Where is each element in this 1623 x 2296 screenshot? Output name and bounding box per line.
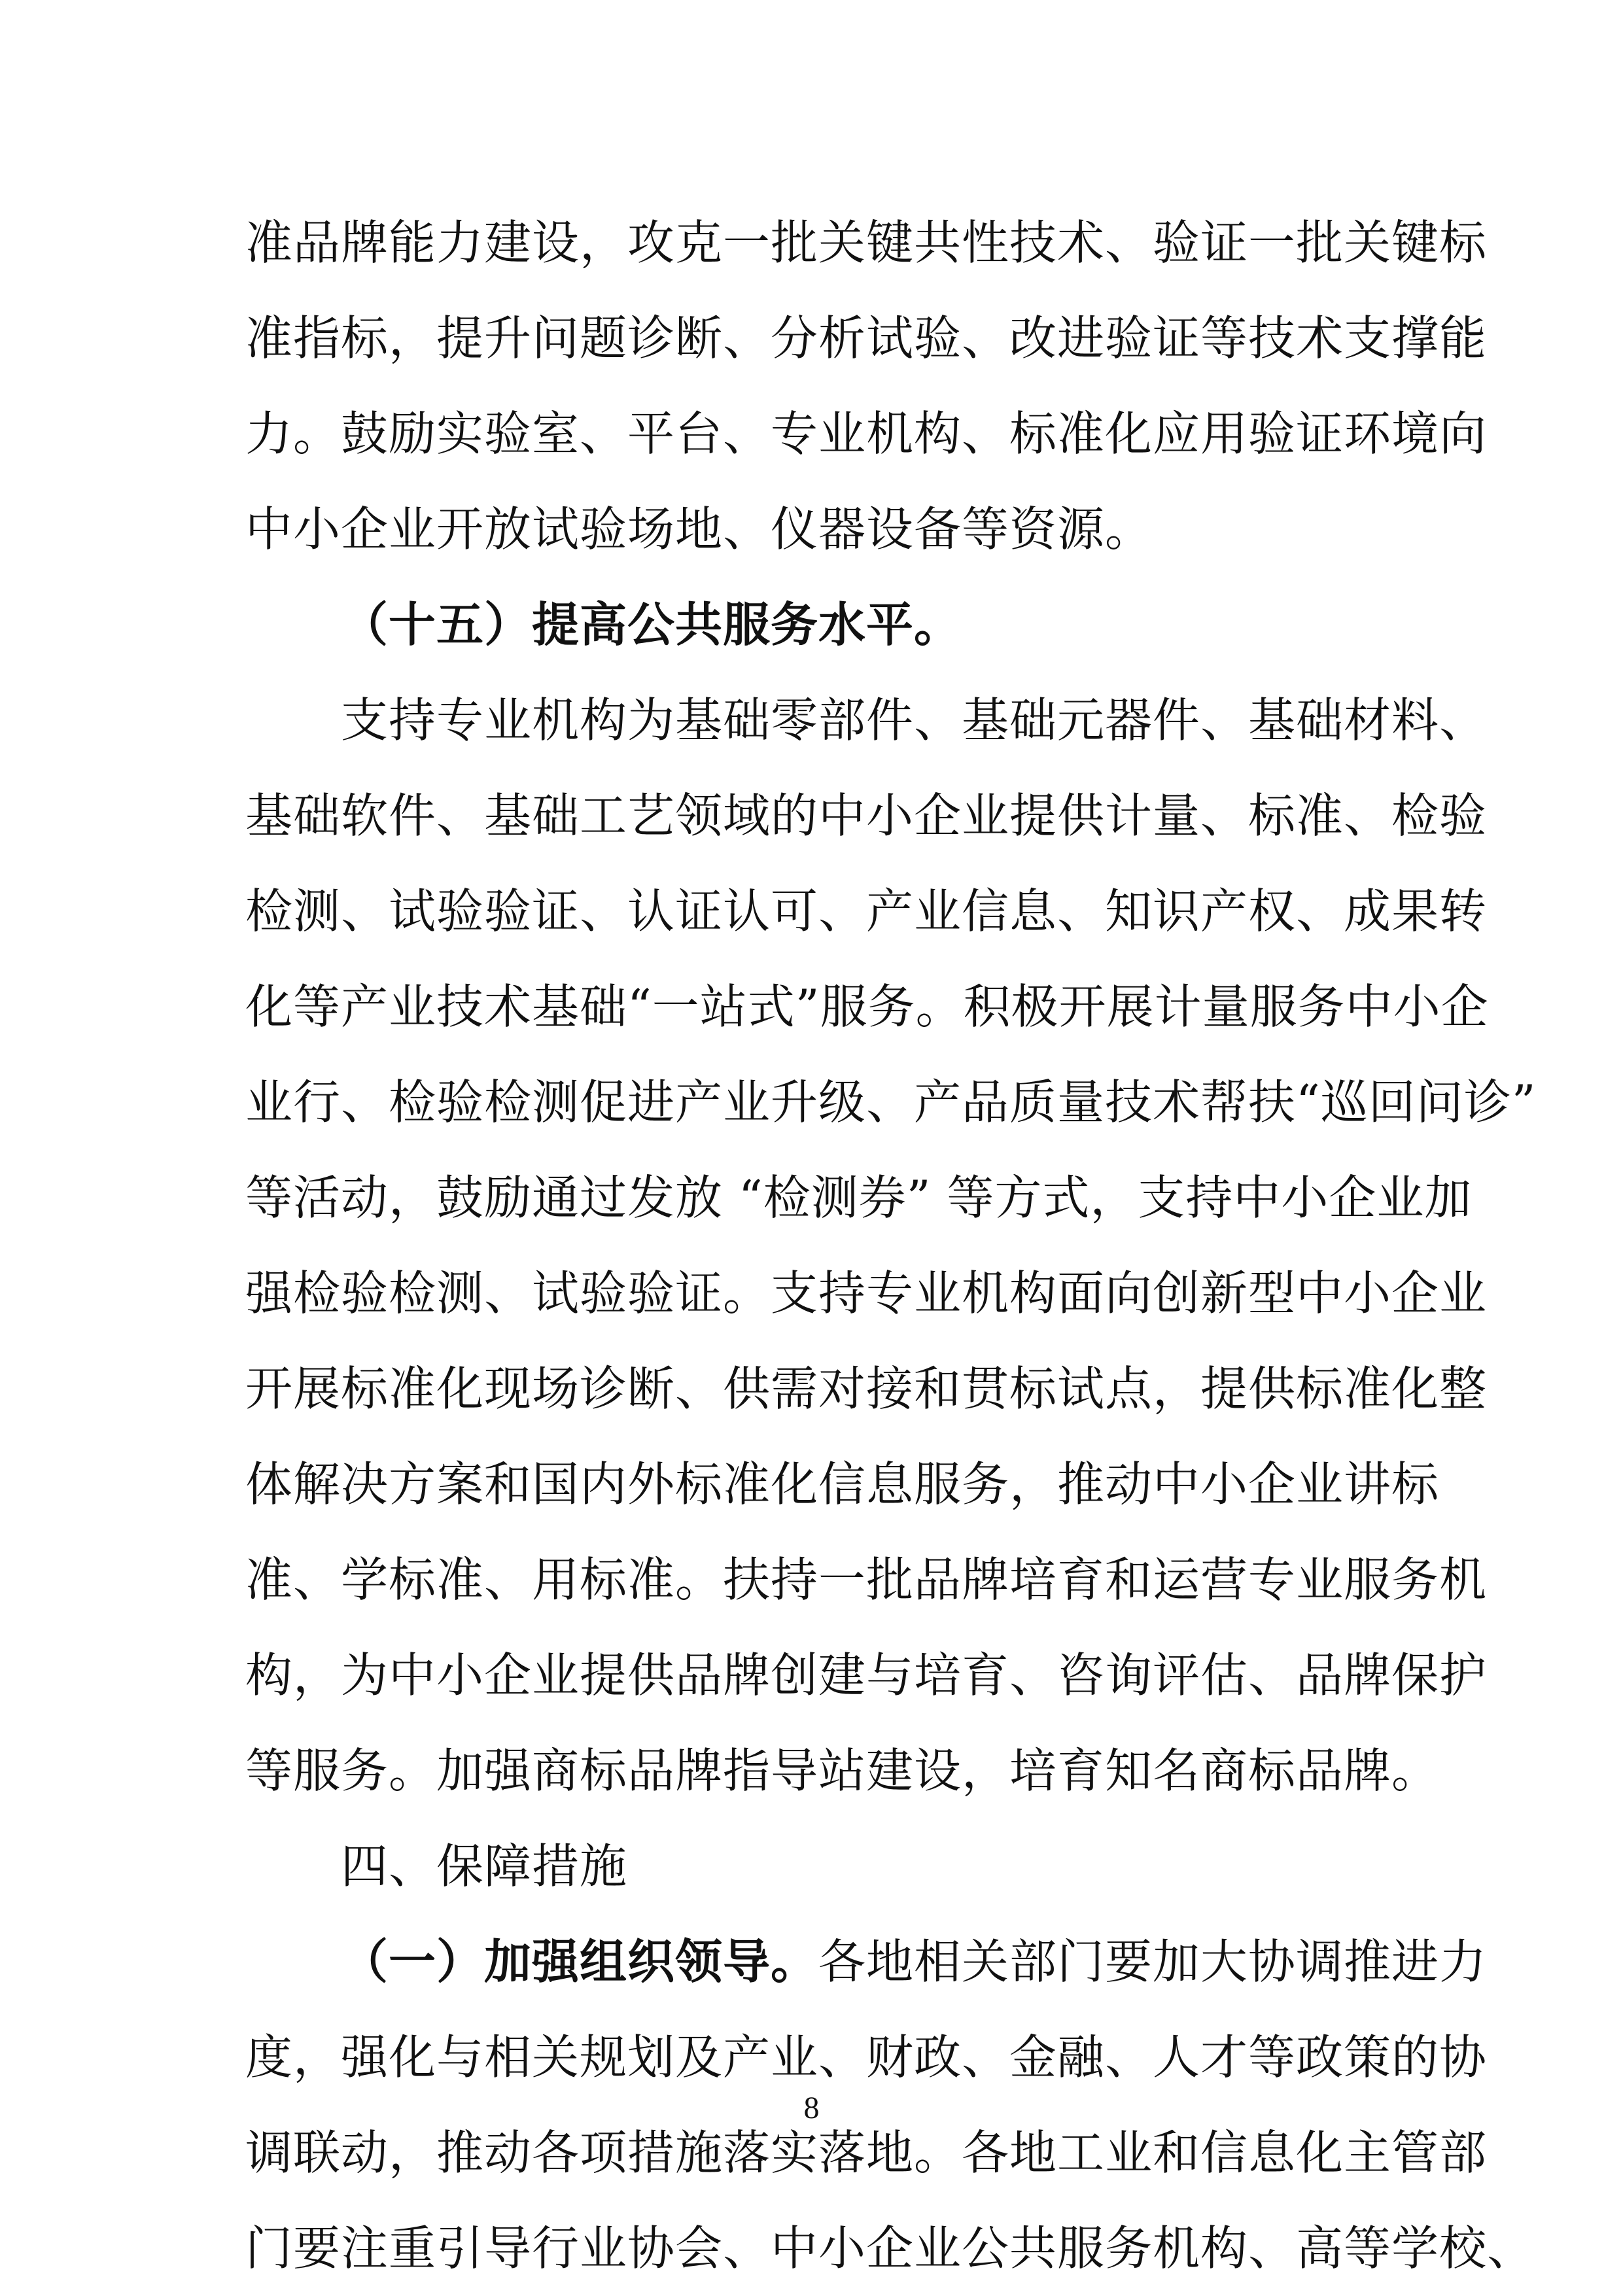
lead-heading: （一）加强组织领导。: [341, 1934, 819, 1989]
section-title: 四、保障措施: [341, 1839, 628, 1894]
text-line: 检测、试验验证、认证认可、产业信息、知识产权、成果转: [245, 884, 1488, 939]
text-line: 化等产业技术基础“一站式”服务。积极开展计量服务中小企: [245, 979, 1489, 1034]
text-line: 基础软件、基础工艺领域的中小企业提供计量、标准、检验: [245, 788, 1488, 843]
section-heading-safeguards: [245, 1818, 1384, 1914]
text-line: 力。鼓励实验室、平台、专业机构、标准化应用验证环境向: [245, 406, 1488, 461]
text-line: 体解决方案和国内外标准化信息服务，推动中小企业讲标: [245, 1457, 1440, 1512]
text-line: 支持专业机构为基础零部件、基础元器件、基础材料、: [341, 693, 1488, 748]
subsection-heading: （十五）提高公共服务水平。: [341, 597, 962, 652]
text-line: 准指标，提升问题诊断、分析试验、改进验证等技术支撑能: [245, 311, 1488, 366]
text-line: 等服务。加强商标品牌指导站建设，培育知名商标品牌。: [245, 1743, 1440, 1798]
paragraph-standards-capacity: [245, 195, 1488, 577]
text-line: 准、学标准、用标准。扶持一批品牌培育和运营专业服务机: [245, 1552, 1488, 1607]
text-line: 等活动，鼓励通过发放 “检测券” 等方式，支持中小企业加: [245, 1170, 1473, 1225]
text-line: 开展标准化现场诊断、供需对接和贯标试点，提供标准化整: [245, 1361, 1488, 1416]
document-body: [245, 195, 1537, 2296]
lead-text: 各地相关部门要加大协调推进力: [818, 1934, 1488, 1989]
text-line: 业行、检验检测促进产业升级、产品质量技术帮扶“巡回问诊”: [245, 1075, 1537, 1130]
text-line: 中小企业开放试验场地、仪器设备等资源。: [245, 502, 1153, 557]
text-line: 度，强化与相关规划及产业、财政、金融、人才等政策的协: [245, 2030, 1488, 2085]
text-line: 构，为中小企业提供品牌创建与培育、咨询评估、品牌保护: [245, 1648, 1488, 1703]
text-line: 准品牌能力建设，攻克一批关键共性技术、验证一批关键标: [245, 215, 1488, 270]
text-line-with-lead: [245, 1914, 1488, 2009]
text-line: 调联动，推动各项措施落实落地。各地工业和信息化主管部: [245, 2125, 1488, 2180]
heading-public-service: [245, 577, 1384, 672]
page-number: 8: [803, 2091, 820, 2125]
text-line: 强检验检测、试验验证。支持专业机构面向创新型中小企业: [245, 1266, 1488, 1321]
text-line: 门要注重引导行业协会、中小企业公共服务机构、高等学校、: [245, 2221, 1535, 2276]
paragraph-public-service: [245, 672, 1537, 1818]
